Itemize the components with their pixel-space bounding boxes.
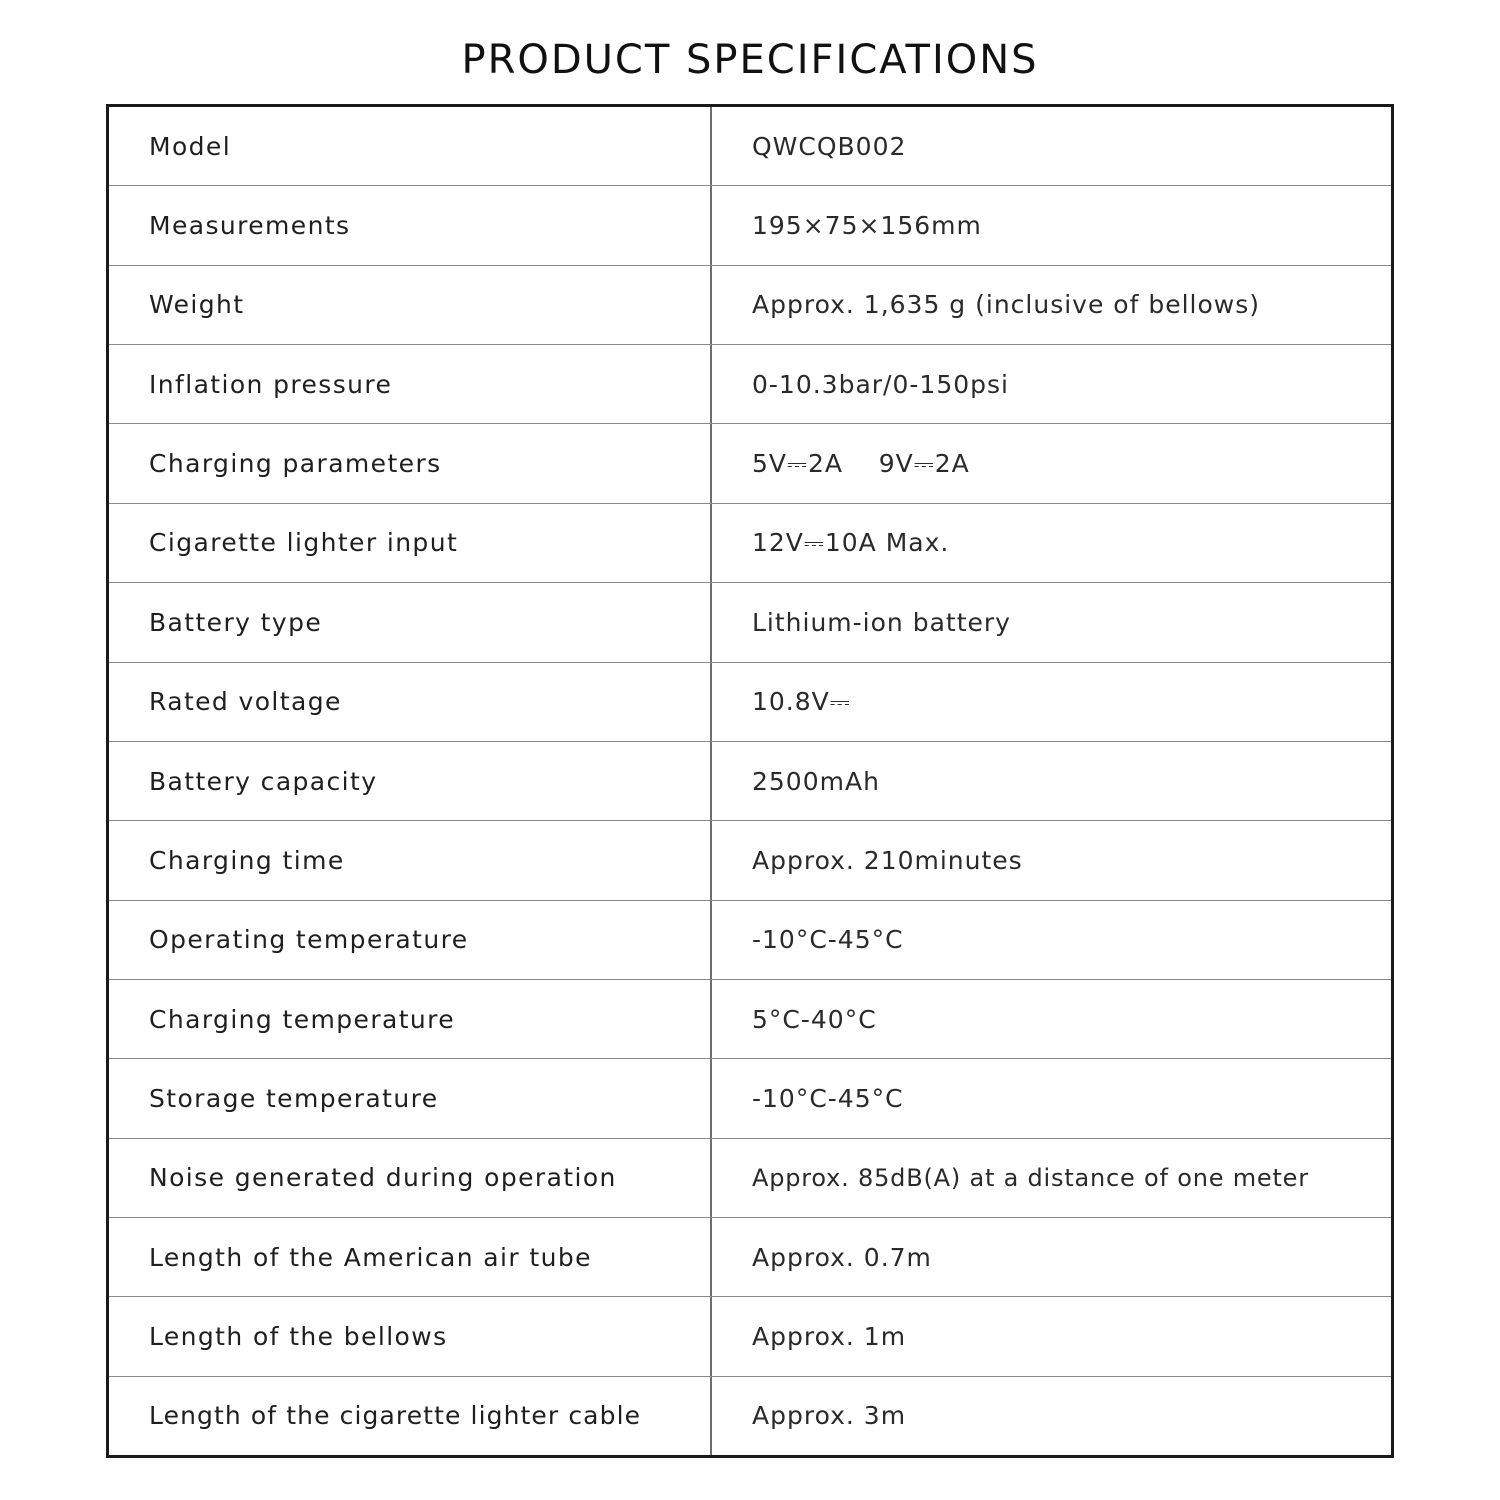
spec-row-weight xyxy=(109,266,1391,345)
spec-row-charging-time xyxy=(109,821,1391,900)
spec-row-charging-temperature xyxy=(109,980,1391,1059)
spec-value: Approx. 0.7m xyxy=(752,1242,932,1272)
spec-label: Operating temperature xyxy=(149,925,469,955)
spec-label: Model xyxy=(149,131,232,161)
spec-value: -10°C-45°C xyxy=(752,1083,904,1113)
spec-value: Approx. 1,635 g (inclusive of bellows) xyxy=(752,290,1260,320)
spec-value: QWCQB002 xyxy=(752,131,907,161)
spec-value: Approx. 210minutes xyxy=(752,845,1023,875)
spec-row-bellows-length xyxy=(109,1297,1391,1376)
spec-row-noise xyxy=(109,1139,1391,1218)
spec-row-measurements xyxy=(109,186,1391,265)
spec-value: 5°C-40°C xyxy=(752,1004,877,1034)
spec-value: 195×75×156mm xyxy=(752,211,982,241)
spec-label: Measurements xyxy=(149,211,351,241)
spec-value: 2500mAh xyxy=(752,766,880,796)
spec-label: Length of the American air tube xyxy=(149,1242,592,1272)
spec-label: Weight xyxy=(149,290,245,320)
spec-value: Lithium-ion battery xyxy=(752,607,1011,637)
spec-row-storage-temperature xyxy=(109,1059,1391,1138)
spec-row-battery-type xyxy=(109,583,1391,662)
spec-value: Approx. 3m xyxy=(752,1401,907,1431)
spec-value: -10°C-45°C xyxy=(752,925,904,955)
spec-label: Rated voltage xyxy=(149,687,342,717)
spec-row-operating-temperature xyxy=(109,901,1391,980)
spec-value: 5V⎓2A 9V⎓2A xyxy=(752,448,970,478)
spec-row-cigarette-lighter-input xyxy=(109,504,1391,583)
spec-label: Inflation pressure xyxy=(149,369,393,399)
spec-row-rated-voltage xyxy=(109,663,1391,742)
spec-label: Cigarette lighter input xyxy=(149,528,459,558)
spec-value: Approx. 85dB(A) at a distance of one meter xyxy=(752,1163,1309,1192)
spec-row-battery-capacity xyxy=(109,742,1391,821)
spec-label: Battery capacity xyxy=(149,766,378,796)
spec-row-model xyxy=(109,107,1391,186)
spec-value: 10.8V⎓ xyxy=(752,686,851,716)
spec-value: 0-10.3bar/0-150psi xyxy=(752,369,1009,399)
spec-row-charging-parameters xyxy=(109,424,1391,503)
spec-label: Length of the bellows xyxy=(149,1322,448,1352)
spec-label: Battery type xyxy=(149,607,323,637)
spec-label: Noise generated during operation xyxy=(149,1163,617,1193)
spec-label: Storage temperature xyxy=(149,1083,439,1113)
page-title: PRODUCT SPECIFICATIONS xyxy=(461,37,1039,83)
spec-label: Charging time xyxy=(149,845,345,875)
spec-table xyxy=(106,104,1394,1458)
spec-row-inflation-pressure xyxy=(109,345,1391,424)
spec-label: Charging parameters xyxy=(149,449,442,479)
spec-value: Approx. 1m xyxy=(752,1322,907,1352)
spec-row-cable-length xyxy=(109,1377,1391,1455)
spec-label: Charging temperature xyxy=(149,1004,456,1034)
spec-label: Length of the cigarette lighter cable xyxy=(149,1401,642,1431)
spec-value: 12V⎓10A Max. xyxy=(752,527,950,557)
spec-row-air-tube-length xyxy=(109,1218,1391,1297)
